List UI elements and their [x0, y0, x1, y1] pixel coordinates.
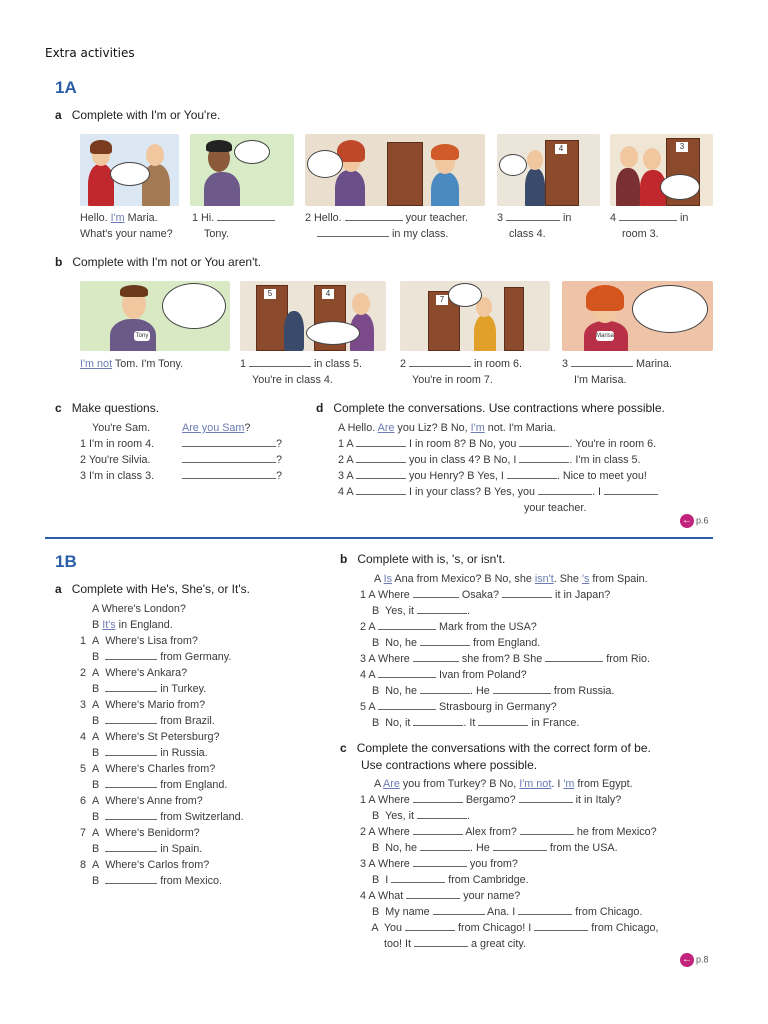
unit-title-1b: 1B — [55, 552, 77, 571]
caption-1a-b-3: 3 Marina. I'm Marisa. — [562, 358, 673, 386]
task-1b-a-instruction: a Complete with He's, She's, or It's. — [55, 582, 250, 596]
task-letter: a — [55, 108, 62, 122]
illustration-1a-b-1 — [80, 281, 230, 351]
answer-blank[interactable] — [105, 874, 157, 884]
answer-blank[interactable] — [538, 485, 592, 495]
answer-blank[interactable] — [420, 841, 470, 851]
answer-blank[interactable] — [414, 937, 468, 947]
caption-1a-a-3: 3 in class 4. — [497, 212, 572, 240]
illustration-1a-b-2 — [240, 281, 386, 351]
list-item: B My name Ana. I from Chicago. — [360, 906, 643, 918]
answer-blank[interactable] — [571, 357, 633, 367]
list-item: B from Brazil. — [92, 715, 215, 727]
illustration-1a-b-3 — [400, 281, 550, 351]
list-item: 2 A Mark from the USA? — [360, 621, 537, 633]
task-1a-b-instruction: b Complete with I'm not or You aren't. — [55, 255, 262, 269]
answer-blank[interactable] — [413, 825, 463, 835]
list-item: 3 A Where you from? — [360, 858, 518, 870]
list-item: 1 A I in room 8? B No, you . You're in room 6. — [338, 438, 657, 450]
list-item: 1 I'm in room 4. ? — [80, 438, 283, 450]
answer-blank[interactable] — [433, 905, 485, 915]
answer-blank[interactable] — [182, 453, 276, 463]
answer-blank[interactable] — [182, 437, 276, 447]
answer-blank[interactable] — [105, 714, 157, 724]
answer-blank[interactable] — [345, 211, 403, 221]
list-item: 2 A Where's Ankara? — [80, 667, 188, 679]
list-item: too! It a great city. — [360, 938, 527, 950]
answer-blank[interactable] — [493, 841, 547, 851]
list-item: B I from Cambridge. — [360, 874, 529, 886]
illustration-1a-a-2 — [190, 134, 294, 206]
unit-title-1a: 1A — [55, 78, 77, 97]
list-item: 4 A Where's St Petersburg? — [80, 731, 220, 743]
list-item: A Where's London? — [92, 603, 186, 615]
list-item: 4 A I in your class? B Yes, you . I — [338, 484, 718, 500]
answer-blank[interactable] — [413, 588, 459, 598]
caption-1a-a-1: 1 Hi. Tony. — [192, 210, 275, 242]
list-item: A Is Ana from Mexico? B No, she isn't. She 's from Spain. — [374, 573, 648, 585]
task-1a-d-list — [338, 420, 718, 516]
answer-blank[interactable] — [105, 682, 157, 692]
illustration-1a-a-4 — [497, 134, 600, 206]
answer-blank[interactable] — [604, 485, 658, 495]
list-item: You're Sam. Are you Sam? — [92, 422, 251, 434]
answer-blank[interactable] — [478, 716, 528, 726]
list-item: 1 A Where Osaka? it in Japan? — [360, 589, 611, 601]
caption-1a-a-4: 4 in room 3. — [610, 212, 689, 240]
list-item: 4 A What your name? — [360, 890, 521, 902]
task-1b-c-instruction: c Complete the conversations with the correct form of be. Use contractions where possible. — [340, 741, 651, 772]
list-item: 5 A Where's Charles from? — [80, 763, 216, 775]
answer-blank[interactable] — [356, 485, 406, 495]
section-divider — [45, 537, 713, 539]
answer-blank[interactable] — [534, 921, 588, 931]
answer-blank[interactable] — [519, 437, 569, 447]
answer-blank[interactable] — [105, 778, 157, 788]
task-1a-c-instruction: c Make questions. — [55, 401, 160, 415]
answer-blank[interactable] — [249, 357, 311, 367]
page-reference-1b[interactable]: ← p.8 — [682, 954, 709, 965]
list-item: 7 A Where's Benidorm? — [80, 827, 200, 839]
answer-blank[interactable] — [356, 469, 406, 479]
answer-blank[interactable] — [417, 604, 467, 614]
answer-blank[interactable] — [619, 211, 677, 221]
list-item: B from Germany. — [92, 651, 232, 663]
list-item: 8 A Where's Carlos from? — [80, 859, 210, 871]
answer-blank[interactable] — [420, 684, 470, 694]
answer-blank[interactable] — [519, 793, 573, 803]
door-number: 4 — [322, 289, 334, 299]
list-item: 3 A you Henry? B Yes, I . Nice to meet you! — [338, 470, 647, 482]
list-item: B in Turkey. — [92, 683, 207, 695]
list-item: B from Switzerland. — [92, 811, 244, 823]
list-item: B in Russia. — [92, 747, 208, 759]
answer-blank[interactable] — [105, 650, 157, 660]
answer-blank[interactable] — [405, 921, 455, 931]
answer-blank[interactable] — [105, 842, 157, 852]
list-item: A Hello. Are you Liz? B No, I'm not. I'm Maria. — [338, 422, 556, 434]
answer-blank[interactable] — [413, 716, 463, 726]
answer-blank[interactable] — [378, 620, 436, 630]
document-header: Extra activities — [45, 46, 135, 60]
answer-blank[interactable] — [545, 652, 603, 662]
list-item: your teacher. — [524, 502, 587, 514]
list-item: B in Spain. — [92, 843, 203, 855]
list-item: A You from Chicago! I from Chicago, — [360, 922, 659, 934]
answer-blank[interactable] — [378, 668, 436, 678]
list-item: B Yes, it . — [360, 810, 471, 822]
list-item: B No, he . He from the USA. — [360, 842, 618, 854]
list-item: 3 I'm in class 3. ? — [80, 470, 283, 482]
caption-1a-b-1: 1 in class 5. You're in class 4. — [240, 358, 363, 386]
task-1a-a-instruction — [55, 108, 220, 122]
answer-blank[interactable] — [413, 652, 459, 662]
answer-blank[interactable] — [356, 453, 406, 463]
caption-1a-b-2: 2 in room 6. You're in room 7. — [400, 358, 523, 386]
instruction-text: Complete with I'm or You're. — [71, 108, 221, 122]
answer-blank[interactable] — [391, 873, 445, 883]
task-1b-b-list — [360, 571, 720, 731]
answer-blank[interactable] — [217, 211, 275, 221]
list-item: B No, he . He from Russia. — [360, 685, 615, 697]
door-number: 7 — [436, 295, 448, 305]
list-item: A Are you from Turkey? B No, I'm not. I 'm from Egypt. — [374, 778, 633, 790]
name-badge: Marisa — [596, 333, 615, 339]
answer-blank[interactable] — [493, 684, 551, 694]
illustration-1a-b-4 — [562, 281, 713, 351]
page-reference-1a[interactable]: ← p.6 — [682, 515, 709, 526]
door-number: 5 — [264, 289, 276, 299]
answer-blank[interactable] — [417, 809, 467, 819]
answer-blank[interactable] — [507, 469, 557, 479]
task-1a-d-instruction: d Complete the conversations. Use contractions where possible. — [316, 401, 665, 415]
list-item: 3 A Where's Mario from? — [80, 699, 206, 711]
list-item: B Yes, it . — [360, 605, 471, 617]
task-1b-a-list — [80, 601, 310, 889]
illustration-1a-a-3 — [305, 134, 485, 206]
list-item: B from England. — [92, 779, 228, 791]
list-item: 3 A Where she from? B She from Rio. — [360, 653, 651, 665]
illustration-1a-a-5 — [610, 134, 713, 206]
answer-blank[interactable] — [105, 746, 157, 756]
caption-1a-a-example: Hello. I'm Maria. What's your name? — [80, 212, 173, 240]
list-item: 2 A Where Alex from? he from Mexico? — [360, 826, 657, 838]
list-item: 1 A Where's Lisa from? — [80, 635, 198, 647]
list-item: 5 A Strasbourg in Germany? — [360, 701, 557, 713]
door-number: 3 — [676, 142, 688, 152]
answer-blank[interactable] — [413, 793, 463, 803]
answer-blank[interactable] — [317, 227, 389, 237]
answer-blank[interactable] — [506, 211, 560, 221]
task-1a-c-list — [80, 420, 300, 484]
answer-blank[interactable] — [520, 825, 574, 835]
answer-blank[interactable] — [356, 437, 406, 447]
answer-blank[interactable] — [409, 357, 471, 367]
list-item: 1 A Where Bergamo? it in Italy? — [360, 794, 622, 806]
answer-blank[interactable] — [420, 636, 470, 646]
answer-blank[interactable] — [502, 588, 552, 598]
answer-blank[interactable] — [519, 453, 569, 463]
answer-blank[interactable] — [406, 889, 460, 899]
task-1b-b-instruction: b Complete with is, 's, or isn't. — [340, 552, 506, 566]
answer-blank[interactable] — [378, 700, 436, 710]
caption-1a-b-example: I'm not Tom. I'm Tony. — [80, 358, 184, 370]
arrow-left-icon: ← — [682, 954, 692, 965]
list-item: 2 A you in class 4? B No, I . I'm in class 5. — [338, 454, 641, 466]
door-number: 4 — [555, 144, 567, 154]
list-item: 2 You're Silvia. ? — [80, 454, 283, 466]
list-item: 4 A Ivan from Poland? — [360, 669, 527, 681]
list-item: 6 A Where's Anne from? — [80, 795, 203, 807]
name-badge: Tony — [135, 333, 149, 339]
answer-blank[interactable] — [105, 810, 157, 820]
arrow-left-icon: ← — [682, 515, 692, 526]
caption-1a-a-2: 2 Hello. your teacher. in my class. — [305, 212, 469, 240]
task-1b-c-list — [360, 776, 720, 952]
list-item: B It's in England. — [92, 619, 173, 631]
answer-blank[interactable] — [518, 905, 572, 915]
illustration-1a-a-1 — [80, 134, 179, 206]
list-item: B No, it . It in France. — [360, 717, 580, 729]
list-item: B from Mexico. — [92, 875, 222, 887]
list-item: B No, he from England. — [360, 637, 541, 649]
answer-blank[interactable] — [182, 469, 276, 479]
answer-blank[interactable] — [413, 857, 467, 867]
